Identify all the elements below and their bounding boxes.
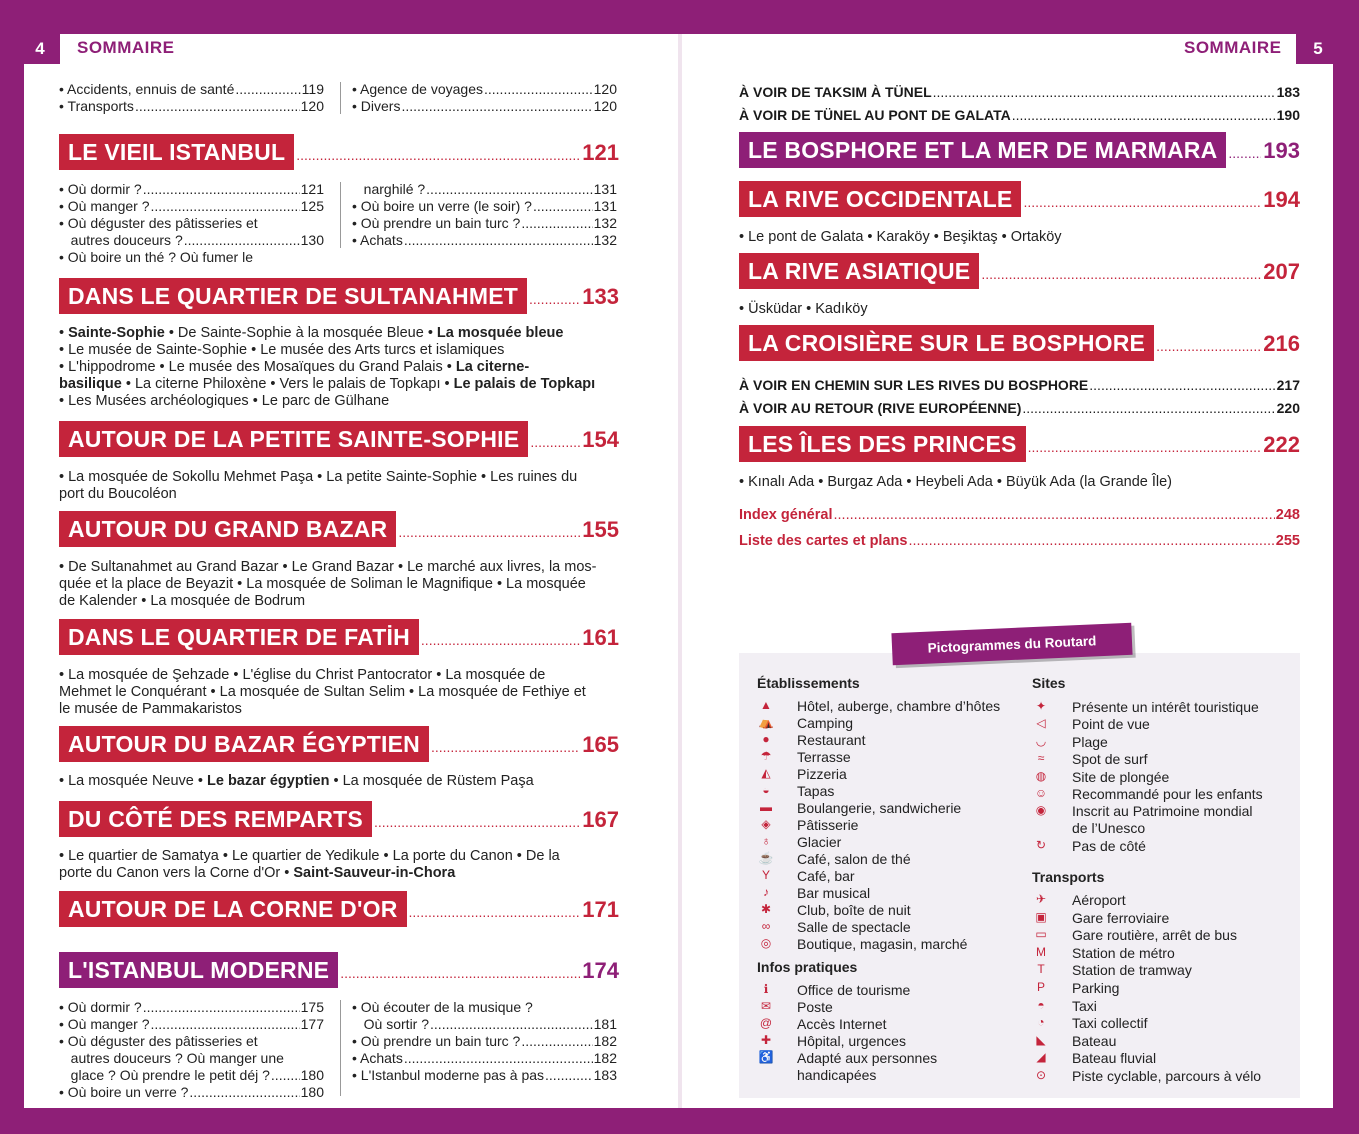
- surf-icon: ≈: [1037, 751, 1045, 766]
- legend-item: [757, 715, 853, 732]
- legend-item: [757, 919, 911, 936]
- section-page: 154: [582, 427, 619, 452]
- legend-item-label: Bar musical: [797, 885, 871, 901]
- family-icon: ☺: [1034, 786, 1048, 800]
- moderne-toc-col2: [352, 999, 617, 1084]
- legend-item-label: Parking: [1072, 980, 1120, 996]
- section-title: LE BOSPHORE ET LA MER DE MARMARA: [739, 132, 1226, 168]
- legend-item: [757, 749, 851, 766]
- legend-item-label: Présente un intérêt touristique: [1072, 699, 1259, 715]
- toc-line[interactable]: Où sortir ? ..... 181: [352, 1016, 617, 1033]
- toc-line[interactable]: autres douceurs ? ..... 130: [59, 232, 324, 249]
- vieil-toc-col1: [59, 181, 324, 266]
- hotel-icon: ▲: [760, 698, 772, 712]
- section-vieil-istanbul[interactable]: [59, 134, 619, 170]
- section-title: LE VIEIL ISTANBUL: [59, 134, 294, 170]
- section-title: DANS LE QUARTIER DE FATİH: [59, 619, 419, 655]
- column-divider: [340, 1000, 341, 1096]
- page-gutter: [678, 34, 682, 1108]
- at-icon: @: [759, 1016, 773, 1030]
- toc-line[interactable]: narghilé ? ..... 131: [352, 181, 617, 198]
- legend-item: [757, 800, 961, 817]
- mail-icon: ✉: [760, 999, 772, 1013]
- section-iles-princes[interactable]: [739, 426, 1300, 462]
- legend-item: [1032, 927, 1237, 944]
- rive-asiatique-description: • Üsküdar • Kadıköy: [739, 301, 868, 317]
- legend-item-label: Pizzeria: [797, 766, 847, 782]
- section-rive-occidentale[interactable]: [739, 181, 1300, 217]
- legend-item: [1032, 910, 1169, 927]
- toc-line[interactable]: • Où dormir ? ..... 121: [59, 181, 324, 198]
- legend-item-label: Aéroport: [1072, 892, 1126, 908]
- legend-item: [1032, 838, 1146, 855]
- legend-item-label: Recommandé pour les enfants: [1072, 786, 1263, 802]
- toc-line: • Où déguster des pâtisseries et: [59, 1033, 258, 1049]
- toc-line[interactable]: • Où prendre un bain turc ? ..... 132: [352, 215, 617, 232]
- legend-item-label: Tapas: [797, 783, 835, 799]
- legend-item-label: Gare ferroviaire: [1072, 909, 1170, 926]
- pastry-icon: ◈: [761, 817, 771, 831]
- legend-item: [1032, 892, 1126, 909]
- theater-icon: ∞: [761, 919, 771, 933]
- legend-item-label: Station de métro: [1072, 944, 1175, 961]
- legend-item: [1032, 769, 1169, 786]
- hospital-icon: ✚: [760, 1033, 772, 1047]
- section-page: 193: [1263, 138, 1300, 163]
- dancer-icon: ✱: [760, 902, 772, 916]
- section-page: 167: [582, 807, 619, 832]
- parking-icon: P: [1036, 980, 1045, 994]
- cup-icon: ☕: [758, 851, 774, 865]
- legend-item: [1032, 734, 1108, 751]
- toc-line[interactable]: • Agence de voyages ..... 120: [352, 81, 617, 98]
- section-bazar-egyptien[interactable]: [59, 726, 619, 762]
- boat-icon: ◣: [1036, 1032, 1046, 1047]
- section-page: 216: [1263, 331, 1300, 356]
- remparts-description: • Le quartier de Samatya • Le quartier de Yedikule • La porte du Canon • De la porte du Canon vers la Corne d'Or • Saint-Sauveur-in-Chora: [59, 848, 560, 881]
- section-title: LES ÎLES DES PRINCES: [739, 426, 1026, 462]
- section-title: AUTOUR DU GRAND BAZAR: [59, 511, 396, 547]
- toc-line: • Où déguster des pâtisseries et: [59, 215, 258, 231]
- legend-item: [1032, 945, 1175, 962]
- legend-item-label: Club, boîte de nuit: [797, 902, 911, 918]
- section-title: AUTOUR DE LA CORNE D'OR: [59, 891, 407, 927]
- train-icon: ▣: [1035, 909, 1047, 924]
- section-grand-bazar[interactable]: [59, 511, 619, 547]
- legend-infos-title: Infos pratiques: [757, 959, 858, 975]
- legend-item-label: Point de vue: [1072, 716, 1150, 733]
- legend-item: [1032, 716, 1150, 733]
- tram-icon: T: [1037, 962, 1045, 977]
- section-title: LA CROISIÈRE SUR LE BOSPHORE: [739, 325, 1154, 361]
- nearby-icon: ↻: [1035, 838, 1047, 853]
- legend-item: [1032, 1068, 1261, 1085]
- section-rive-asiatique[interactable]: [739, 253, 1300, 289]
- legend-item: [1032, 1015, 1147, 1032]
- tapas-icon: ◒: [762, 783, 770, 797]
- section-title: AUTOUR DU BAZAR ÉGYPTIEN: [59, 726, 429, 762]
- toc-line[interactable]: • Où prendre un bain turc ? ..... 182: [352, 1033, 617, 1050]
- section-page: 207: [1263, 259, 1300, 284]
- legend-item-label: Hôpital, urgences: [797, 1033, 906, 1049]
- legend-item-label: Boutique, magasin, marché: [797, 936, 968, 952]
- toc-line[interactable]: • Achats ..... 182: [352, 1050, 617, 1067]
- legend-item: [757, 834, 841, 851]
- legend-item: [757, 851, 911, 868]
- toc-line[interactable]: • Accidents, ennuis de santé ..... 119: [59, 81, 324, 98]
- section-title: LA RIVE OCCIDENTALE: [739, 181, 1021, 217]
- river-boat-icon: ◢: [1036, 1050, 1046, 1065]
- index-link[interactable]: Index général ..... 248: [739, 502, 1300, 528]
- bread-icon: ▬: [760, 800, 772, 814]
- index-toc: [739, 502, 1300, 554]
- iles-princes-description: • Kınalı Ada • Burgaz Ada • Heybeli Ada • Büyük Ada (la Grande Île): [739, 474, 1173, 490]
- toc-line: • Où écouter de la musique ?: [352, 999, 533, 1015]
- croisiere-toc: [739, 374, 1300, 420]
- legend-item-label: Poste: [797, 999, 833, 1015]
- legend-item-label: Café, bar: [797, 868, 855, 884]
- section-page: 171: [582, 897, 619, 922]
- camping-icon: ⛺: [758, 715, 774, 729]
- legend-item-label: Bateau fluvial: [1072, 1050, 1157, 1067]
- legend-item-label: Hôtel, auberge, chambre d’hôtes: [797, 698, 1001, 714]
- toc-line[interactable]: À VOIR DE TÜNEL AU PONT DE GALATA ..... 190: [739, 104, 1300, 127]
- legend-item-label: Taxi: [1072, 997, 1097, 1014]
- toc-line[interactable]: • Achats ..... 132: [352, 232, 617, 249]
- section-corne-dor[interactable]: [59, 891, 619, 927]
- section-page: 155: [582, 517, 619, 542]
- icecream-icon: ♁: [761, 834, 771, 848]
- legend-item: [757, 698, 1000, 715]
- bus-icon: ▭: [1035, 927, 1047, 942]
- right-top-toc: [739, 81, 1300, 127]
- vieil-toc-col2: [352, 181, 617, 249]
- legend-item-label: Pas de côté: [1072, 838, 1146, 855]
- section-page: 174: [582, 958, 619, 983]
- legend-item-label: Café, salon de thé: [797, 851, 911, 867]
- column-divider: [340, 182, 341, 248]
- moderne-toc-col1: [59, 999, 324, 1101]
- beach-icon: ◡: [1035, 733, 1047, 748]
- legend-item-label: Site de plongée: [1072, 768, 1170, 785]
- toc-line[interactable]: À VOIR AU RETOUR (RIVE EUROPÉENNE) ..... 220: [739, 397, 1300, 420]
- toc-line[interactable]: • L'Istanbul moderne pas à pas ..... 183: [352, 1067, 617, 1084]
- pizza-icon: ◭: [761, 766, 771, 780]
- legend-item: [1032, 998, 1097, 1015]
- toc-line[interactable]: • Où boire un verre (le soir) ? ..... 131: [352, 198, 617, 215]
- section-page: 161: [582, 625, 619, 650]
- fatih-description: • La mosquée de Şehzade • L'église du Christ Pantocrator • La mosquée de Mehmet le Conquérant • La mosquée de Sultan Selim • La mosquée de Fethiye et le musée de Pammakaristos: [59, 667, 586, 717]
- legend-item: [1032, 1050, 1156, 1067]
- grand-bazar-description: • De Sultanahmet au Grand Bazar • Le Grand Bazar • Le marché aux livres, la mos- quée et la place de Beyazit • La mosquée de Soliman le Magnifique • La mosquée de Kalender • La mosquée de Bodrum: [59, 559, 597, 609]
- toc-line[interactable]: • Où manger ? ..... 177: [59, 1016, 324, 1033]
- wheelchair-icon: ♿: [758, 1050, 774, 1064]
- rive-occidentale-description: • Le pont de Galata • Karaköy • Beşiktaş • Ortaköy: [739, 229, 1062, 245]
- info-icon: ℹ: [763, 982, 769, 996]
- legend-etab-title: Établissements: [757, 675, 860, 691]
- legend-item-label: Glacier: [797, 834, 842, 850]
- right-header-title: SOMMAIRE: [1184, 38, 1282, 57]
- glass-icon: Y: [761, 868, 770, 882]
- legend-item-label: Salle de spectacle: [797, 919, 911, 935]
- legend-item: [757, 1033, 906, 1050]
- legend-item-label: Taxi collectif: [1072, 1015, 1148, 1032]
- legend-item: [1032, 786, 1263, 803]
- maps-link[interactable]: Liste des cartes et plans ..... 255: [739, 528, 1300, 554]
- legend-item-label: Gare routière, arrêt de bus: [1072, 927, 1237, 944]
- legend-item-label: Terrasse: [797, 749, 851, 765]
- toc-line[interactable]: • Où dormir ? ..... 175: [59, 999, 324, 1016]
- sultanahmet-description: • Sainte-Sophie • De Sainte-Sophie à la mosquée Bleue • La mosquée bleue • Le musée de Sainte-Sophie • Le musée des Arts turcs et islamiques • L'hippodrome • Le musée des Mosaïques du Grand Palais • La citerne- basilique • La citerne Philoxène • Vers le palais de Topkapı • Le palais de Topkapı • Les Musées archéologiques • Le parc de Gülhane: [59, 325, 596, 409]
- airplane-icon: ✈: [1035, 892, 1047, 906]
- toc-line[interactable]: glace ? Où prendre le petit déj ? ..... 180: [59, 1067, 324, 1084]
- restaurant-icon: ●: [762, 732, 770, 746]
- legend-item: [757, 783, 834, 800]
- legend-transports-title: Transports: [1032, 869, 1105, 885]
- legend-item-label: Restaurant: [797, 732, 866, 748]
- section-croisiere-bosphore[interactable]: [739, 325, 1300, 361]
- viewpoint-icon: ◁: [1036, 716, 1046, 731]
- legend-item: [757, 817, 858, 834]
- legend-item: [757, 732, 865, 749]
- top-toc-col1: [59, 81, 324, 115]
- legend-item: [757, 885, 870, 902]
- left-header-title: SOMMAIRE: [77, 38, 175, 57]
- terrace-icon: ☂: [760, 749, 772, 763]
- legend-tag: Pictogrammes du Routard: [891, 623, 1132, 665]
- metro-icon: M: [1036, 944, 1046, 959]
- section-title: DANS LE QUARTIER DE SULTANAHMET: [59, 278, 527, 314]
- section-page: 133: [582, 284, 619, 309]
- toc-line[interactable]: • Transports ..... 120: [59, 98, 324, 115]
- section-page: 194: [1263, 187, 1300, 212]
- shopping-icon: ◎: [760, 936, 772, 950]
- section-bosphore-marmara[interactable]: [739, 132, 1300, 168]
- section-title: DU CÔTÉ DES REMPARTS: [59, 801, 372, 837]
- section-fatih[interactable]: [59, 619, 619, 655]
- legend-item-label: Camping: [797, 715, 854, 731]
- legend-item-label: Boulangerie, sandwicherie: [797, 800, 962, 816]
- column-divider: [340, 82, 341, 114]
- bike-icon: ⊙: [1035, 1068, 1047, 1082]
- bazar-egyptien-description: • La mosquée Neuve • Le bazar égyptien • La mosquée de Rüstem Paşa: [59, 773, 534, 789]
- section-title: AUTOUR DE LA PETITE SAINTE-SOPHIE: [59, 421, 528, 457]
- legend-item-label: Bateau: [1072, 1032, 1117, 1049]
- toc-line: • Où boire un thé ? Où fumer le: [59, 249, 254, 265]
- legend-item-label: Pâtisserie: [797, 817, 859, 833]
- section-page: 121: [582, 140, 619, 165]
- legend-item-label: Spot de surf: [1072, 751, 1148, 768]
- music-note-icon: ♪: [763, 885, 769, 899]
- top-toc-col2: [352, 81, 617, 115]
- legend-item: [1032, 803, 1253, 837]
- toc-line[interactable]: • Où manger ? ..... 125: [59, 198, 324, 215]
- right-page-number: 5: [1296, 34, 1340, 64]
- legend-item: [1032, 1033, 1116, 1050]
- taxi-icon: ◓: [1037, 997, 1045, 1012]
- shared-taxi-icon: ◔: [1037, 1015, 1045, 1030]
- toc-line[interactable]: • Où boire un verre ? ..... 180: [59, 1084, 324, 1101]
- legend-item-label: Inscrit au Patrimoine mondial de l’Unesco: [1072, 803, 1253, 837]
- legend-item: [757, 936, 967, 953]
- legend-item: [757, 868, 855, 885]
- unesco-icon: ◉: [1035, 803, 1047, 818]
- section-page: 165: [582, 732, 619, 757]
- legend-item-label: Accès Internet: [797, 1016, 887, 1032]
- legend-item: [1032, 699, 1259, 716]
- legend-item: [1032, 962, 1192, 979]
- section-title: LA RIVE ASIATIQUE: [739, 253, 979, 289]
- legend-item-label: Station de tramway: [1072, 962, 1192, 979]
- legend-item: [757, 982, 910, 999]
- left-page-number: 4: [20, 34, 60, 64]
- legend-sites-title: Sites: [1032, 675, 1066, 691]
- section-istanbul-moderne[interactable]: [59, 952, 619, 988]
- section-page: 222: [1263, 432, 1300, 457]
- legend-item: [1032, 980, 1119, 997]
- legend-item-label: Adapté aux personnes handicapées: [797, 1050, 938, 1083]
- legend-item-label: Piste cyclable, parcours à vélo: [1072, 1068, 1262, 1084]
- legend-item: [757, 902, 911, 919]
- toc-line: autres douceurs ? Où manger une: [59, 1050, 284, 1066]
- legend-item: [757, 999, 833, 1016]
- section-title: L'ISTANBUL MODERNE: [59, 952, 338, 988]
- legend-item-label: Office de tourisme: [797, 982, 911, 998]
- legend-item: [757, 1050, 937, 1084]
- diving-icon: ◍: [1035, 768, 1047, 783]
- legend-item: [757, 1016, 887, 1033]
- legend-item-label: Plage: [1072, 733, 1108, 750]
- legend-item: [1032, 751, 1148, 768]
- section-remparts[interactable]: [59, 801, 619, 837]
- toc-line[interactable]: À VOIR DE TAKSIM À TÜNEL ..... 183: [739, 81, 1300, 104]
- petite-sainte-sophie-description: • La mosquée de Sokollu Mehmet Paşa • La petite Sainte-Sophie • Les ruines du port du Boucoléon: [59, 469, 578, 502]
- section-petite-sainte-sophie[interactable]: [59, 421, 619, 457]
- section-sultanahmet[interactable]: [59, 278, 619, 314]
- toc-line[interactable]: À VOIR EN CHEMIN SUR LES RIVES DU BOSPHORE ..... 217: [739, 374, 1300, 397]
- legend-item: [757, 766, 847, 783]
- toc-line[interactable]: • Divers ..... 120: [352, 98, 617, 115]
- interest-icon: ✦: [1035, 699, 1047, 713]
